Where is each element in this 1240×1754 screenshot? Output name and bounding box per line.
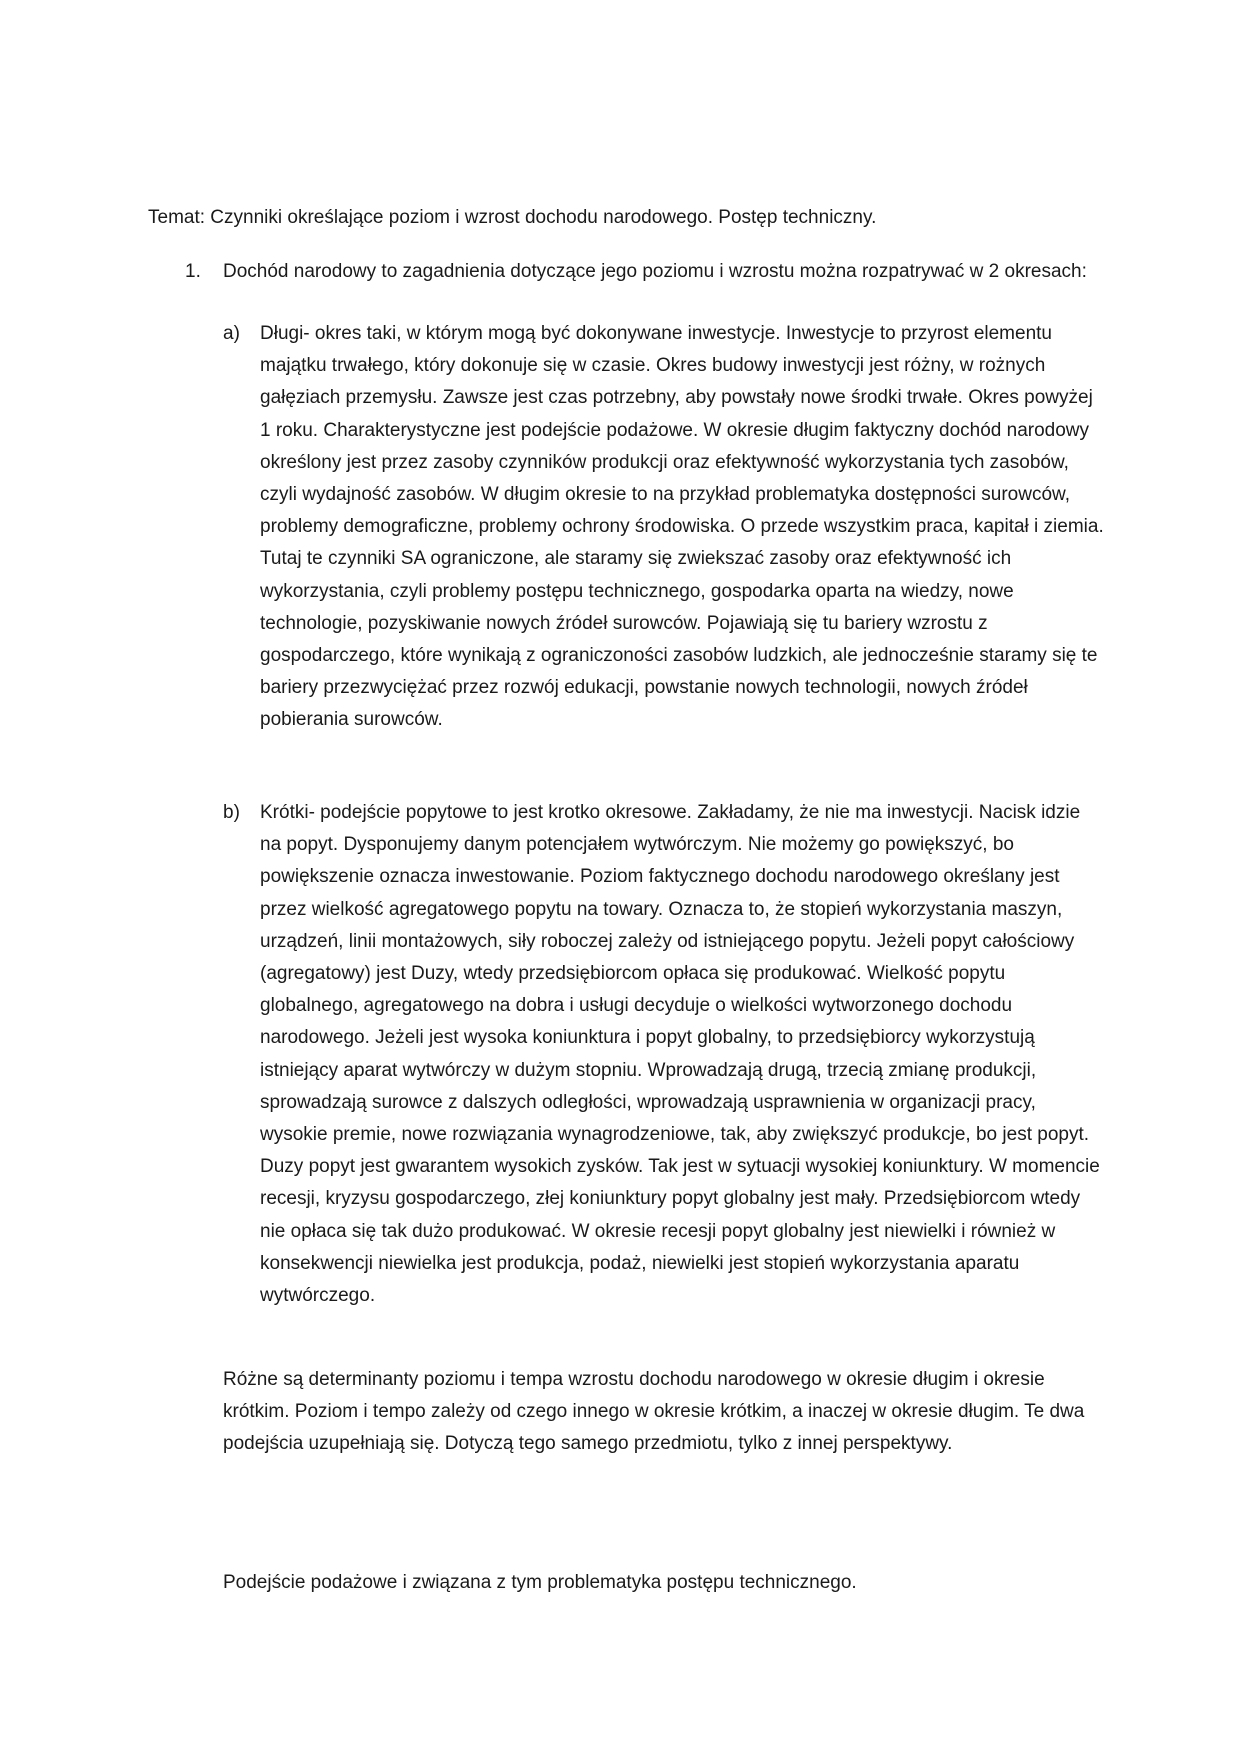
sub-item-a-text: Długi- okres taki, w którym mogą być dokonywane inwestycje. Inwestycje to przyrost elementu majątku trwałego, który dokonuje się w czasie. Okres budowy inwestycji jest różny, w rożnych gałęziach przemysłu. Zawsze jest czas potrzebny, aby powstały nowe środki trwałe. Okres powyżej 1 roku. Charakterystyczne jest podejście podażowe. W okresie długim faktyczny dochód narodowy określony jest przez zasoby czynników produkcji oraz efektywność wykorzystania tych zasobów, czyli wydajność zasobów. W długim okresie to na przykład problematyka dostępności surowców, problemy demograficzne, problemy ochrony środowiska. O przede wszystkim praca, kapitał i ziemia. Tutaj te czynniki SA ograniczone, ale staramy się zwiekszać zasoby oraz efektywność ich wykorzystania, czyli problemy postępu technicznego, gospodarka oparta na wiedzy, nowe technologie, pozyskiwanie nowych źródeł surowców. Pojawiają się tu bariery wzrostu z gospodarczego, które wynikają z ograniczoności zasobów ludzkich, ale jednocześnie staramy się te bariery przezwyciężać przez rozwój edukacji, powstanie nowych technologii, nowych źródeł pobierania surowców. (260, 323, 1104, 731)
list-item-text: Dochód narodowy to zagadnienia dotyczące jego poziomu i wzrostu można rozpatrywać w 2 okresach: (223, 261, 1087, 282)
sub-item-b-text: Krótki- podejście popytowe to jest krotko okresowe. Zakładamy, że nie ma inwestycji. Nacisk idzie na popyt. Dysponujemy danym potencjałem wytwórczym. Nie możemy go powiększyć, bo powiększenie oznacza inwestowanie. Poziom faktycznego dochodu narodowego określany jest przez wielkość agregatowego popytu na towary. Oznacza to, że stopień wykorzystania maszyn, urządzeń, linii montażowych, siły roboczej zależy od istniejącego popytu. Jeżeli popyt całościowy (agregatowy) jest Duzy, wtedy przedsiębiorcom opłaca się produkować. Wielkość popytu globalnego, agregatowego na dobra i usługi decyduje o wielkości wytworzonego dochodu narodowego. Jeżeli jest wysoka koniunktura i popyt globalny, to przedsiębiorcy wykorzystują istniejący aparat wytwórczy w dużym stopniu. Wprowadzają drugą, trzecią zmianę produkcji, sprowadzają surowce z dalszych odległości, wprowadzają usprawnienia w organizacji pracy, wysokie premie, nowe rozwiązania wynagrodzeniowe, tak, aby zwiększyć produkcje, bo jest popyt. Duzy popyt jest gwarantem wysokich zysków. Tak jest w sytuacji wysokiej koniunktury. W momencie recesji, kryzysu gospodarczego, złej koniunktury popyt globalny jest mały. Przedsiębiorcom wtedy nie opłaca się tak dużo produkować. W okresie recesji popyt globalny jest niewielki i również w konsekwencji niewielka jest produkcja, podaż, niewielki jest stopień wykorzystania aparatu wytwórczego. (260, 802, 1100, 1307)
sub-item-b-label: b) (223, 802, 240, 823)
summary-paragraph: Różne są determinanty poziomu i tempa wzrostu dochodu narodowego w okresie długim i okresie krótkim. Poziom i tempo zależy od czego innego w okresie krótkim, a inaczej w okresie długim. Te dwa podejścia uzupełniają się. Dotyczą tego samego przedmiotu, tylko z innej perspektywy. (223, 1369, 1085, 1455)
document-title: Temat: Czynniki określające poziom i wzrost dochodu narodowego. Postęp techniczny. (148, 207, 877, 228)
sub-item-a-label: a) (223, 323, 240, 344)
closing-heading: Podejście podażowe i związana z tym problematyka postępu technicznego. (223, 1572, 857, 1593)
list-item-number: 1. (185, 261, 201, 282)
